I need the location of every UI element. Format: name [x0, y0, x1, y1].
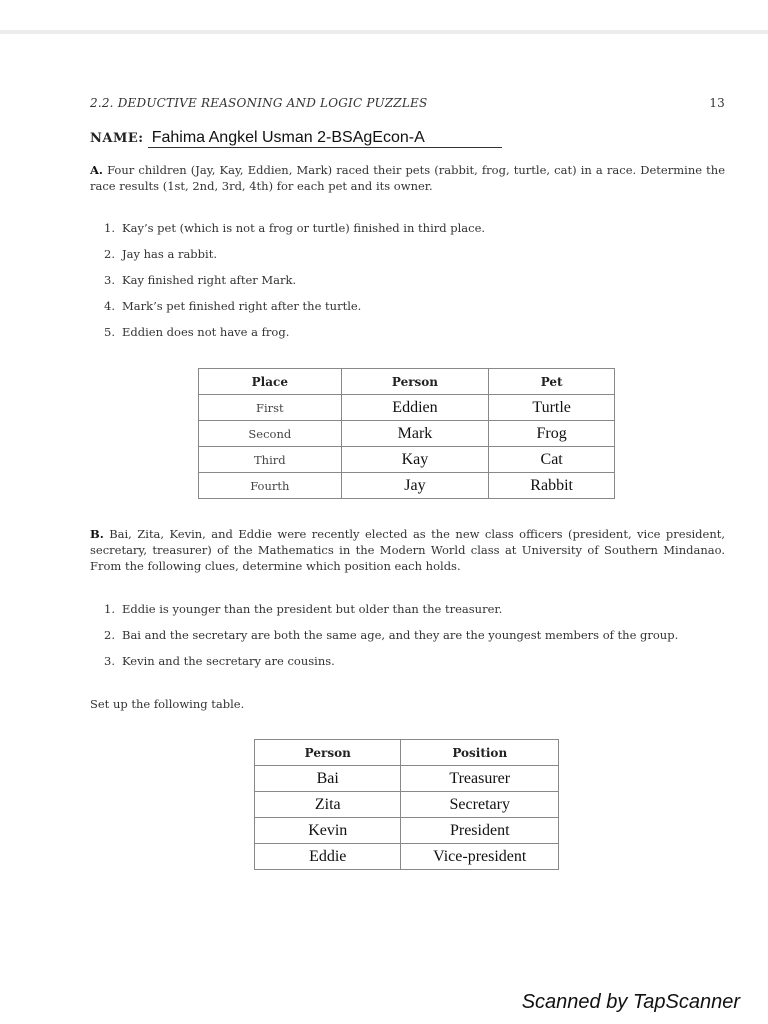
table-row: [255, 792, 559, 818]
part-b-clues: [104, 601, 678, 679]
race-results-table: [198, 368, 615, 499]
table-row: [199, 447, 615, 473]
place-cell: Second: [199, 421, 342, 447]
part-b-letter: B.: [90, 527, 104, 541]
running-header: [90, 96, 725, 110]
person-cell: Zita: [255, 792, 401, 818]
scan-top-band: [0, 0, 768, 34]
part-a-letter: A.: [90, 163, 103, 177]
list-item: 2. Jay has a rabbit.: [104, 247, 217, 261]
table-row: [199, 421, 615, 447]
place-cell: First: [199, 395, 342, 421]
list-item: 1. Kay’s pet (which is not a frog or turtle) finished in third place.: [104, 221, 486, 235]
position-cell: Treasurer: [401, 766, 559, 792]
officers-table: [254, 739, 559, 870]
header-pet: Pet: [489, 369, 615, 395]
position-cell: Vice-president: [401, 844, 559, 870]
part-a-clues: [104, 220, 485, 350]
header-person: Person: [341, 369, 489, 395]
table-row: [199, 473, 615, 499]
position-cell: President: [401, 818, 559, 844]
person-cell: Kay: [341, 447, 489, 473]
part-a-intro: [90, 162, 725, 194]
person-cell: Bai: [255, 766, 401, 792]
name-value: Fahima Angkel Usman 2-BSAgEcon-A: [148, 129, 502, 148]
position-cell: Secretary: [401, 792, 559, 818]
header-person: Person: [255, 740, 401, 766]
person-cell: Eddien: [341, 395, 489, 421]
person-cell: Eddie: [255, 844, 401, 870]
list-item: 3. Kay finished right after Mark.: [104, 273, 297, 287]
person-cell: Mark: [341, 421, 489, 447]
list-item: 2. Bai and the secretary are both the same age, and they are the youngest members of the group.: [104, 628, 679, 642]
table-row: [255, 766, 559, 792]
table-row: [255, 818, 559, 844]
page-number: 13: [709, 96, 725, 110]
name-line: [90, 129, 502, 148]
pet-cell: Cat: [489, 447, 615, 473]
table-row: [199, 395, 615, 421]
header-place: Place: [199, 369, 342, 395]
document-page: [0, 34, 768, 1024]
place-cell: Third: [199, 447, 342, 473]
list-item: 1. Eddie is younger than the president but older than the treasurer.: [104, 602, 503, 616]
list-item: 4. Mark’s pet finished right after the turtle.: [104, 299, 362, 313]
part-b-intro: [90, 526, 725, 574]
list-item: 3. Kevin and the secretary are cousins.: [104, 654, 335, 668]
place-cell: Fourth: [199, 473, 342, 499]
section-title: 2.2. DEDUCTIVE REASONING AND LOGIC PUZZLES: [90, 96, 428, 110]
person-cell: Kevin: [255, 818, 401, 844]
pet-cell: Rabbit: [489, 473, 615, 499]
name-label: NAME:: [90, 131, 144, 146]
table-header-row: [199, 369, 615, 395]
pet-cell: Turtle: [489, 395, 615, 421]
part-b-intro-text: Bai, Zita, Kevin, and Eddie were recently elected as the new class officers (president, vice president, secretary, treasurer) of the Mathematics in the Modern World class at University of Southern Mindanao. From the following clues, determine which position each holds.: [90, 527, 725, 573]
list-item: 5. Eddien does not have a frog.: [104, 325, 290, 339]
person-cell: Jay: [341, 473, 489, 499]
part-a-intro-text: Four children (Jay, Kay, Eddien, Mark) raced their pets (rabbit, frog, turtle, cat) in a race. Determine the race results (1st, 2nd, 3rd, 4th) for each pet and its owner.: [90, 163, 725, 193]
scanner-watermark: Scanned by TapScanner: [521, 991, 740, 1013]
setup-note: Set up the following table.: [90, 697, 245, 711]
table-row: [255, 844, 559, 870]
header-position: Position: [401, 740, 559, 766]
table-header-row: [255, 740, 559, 766]
pet-cell: Frog: [489, 421, 615, 447]
